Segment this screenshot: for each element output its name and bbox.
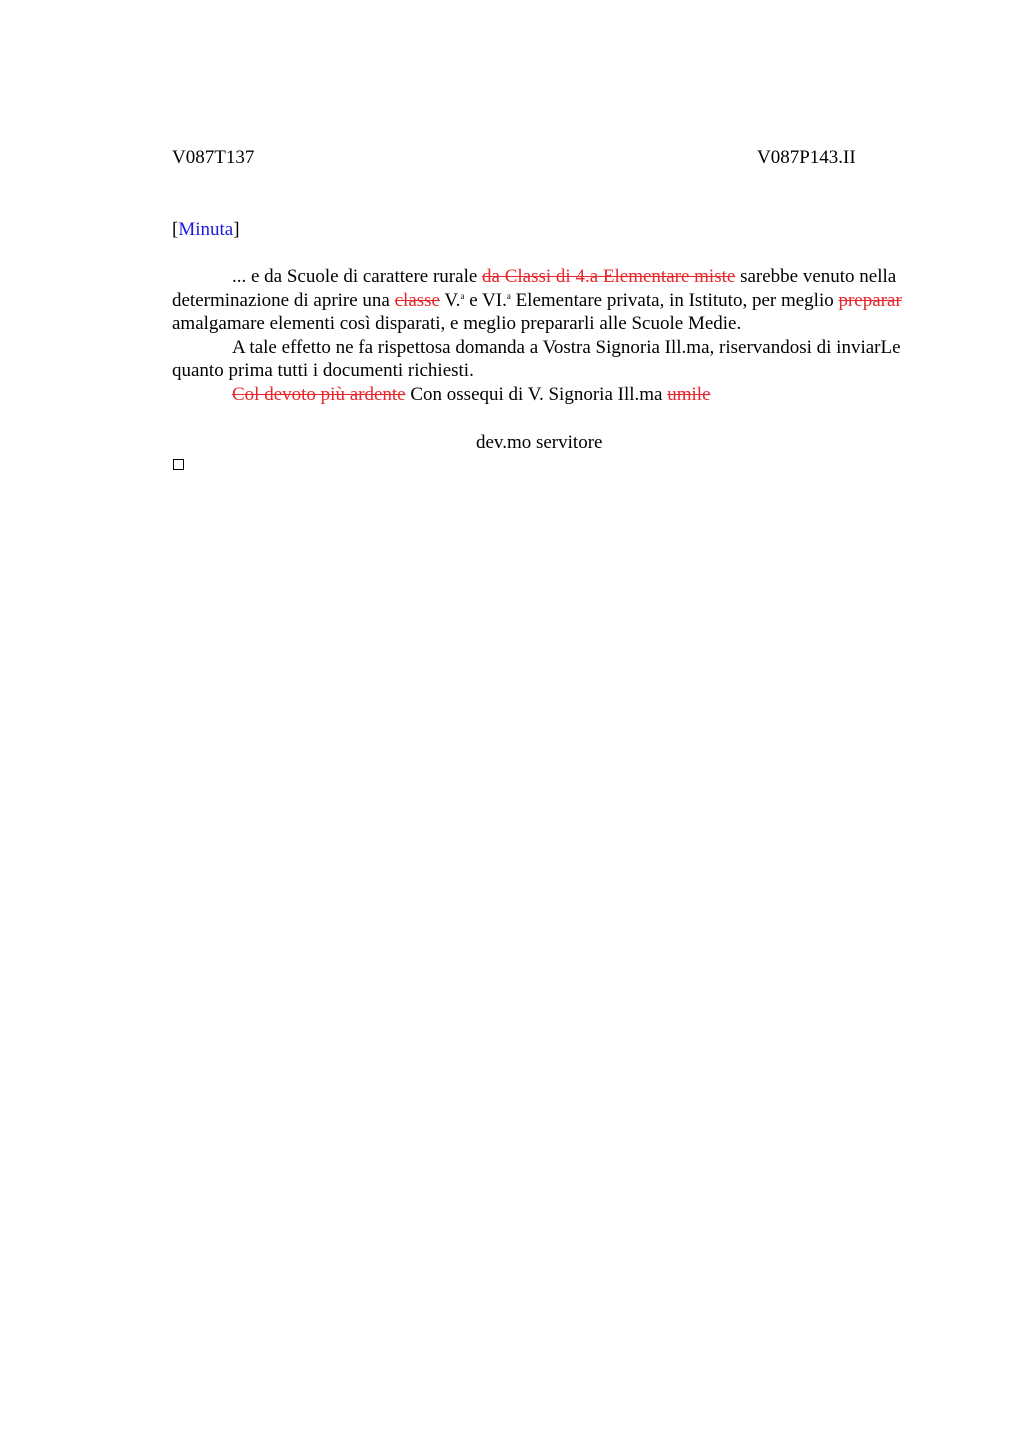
bracket-close: ] <box>233 219 240 240</box>
letter-body <box>172 265 932 407</box>
draft-label <box>172 219 240 241</box>
text-run: amalgamare elementi così disparati, e meglio prepararli alle Scuole Medie. <box>172 313 742 335</box>
deleted-text: da Classi di 4.a Elementare miste <box>482 266 736 287</box>
text-run: Elementare privata, in Istituto, per meglio <box>510 289 839 311</box>
deleted-text: Col devoto più ardente <box>232 383 406 405</box>
superscript: a <box>506 290 511 301</box>
paragraph-1 <box>172 265 932 336</box>
paragraph-2: A tale effetto ne fa rispettosa domanda a Vostra Signoria Ill.ma, riservandosi di inviarLe quanto prima tutti i documenti richiesti. <box>172 336 901 382</box>
text-run: Con ossequi di V. Signoria Ill.ma <box>405 383 668 405</box>
closing-signature: dev.mo servitore <box>476 432 603 453</box>
text-run: sarebbe venuto nella determinazione di aprire una <box>172 266 897 311</box>
checkbox-icon <box>173 459 184 470</box>
deleted-text: preparar <box>838 289 902 311</box>
document-code-right: V087P143.II <box>757 147 856 168</box>
bracket-open: [ <box>172 219 179 240</box>
deleted-text: classe <box>394 289 440 311</box>
text-run: V. <box>440 289 461 311</box>
deleted-text: umile <box>667 383 711 405</box>
text-run: e VI. <box>464 289 507 311</box>
document-code-left: V087T137 <box>172 147 255 168</box>
text-run: ... e da Scuole di carattere rurale <box>232 266 483 287</box>
paragraph-3 <box>172 383 932 407</box>
superscript: a <box>460 290 465 301</box>
draft-label-word: Minuta <box>178 219 234 240</box>
